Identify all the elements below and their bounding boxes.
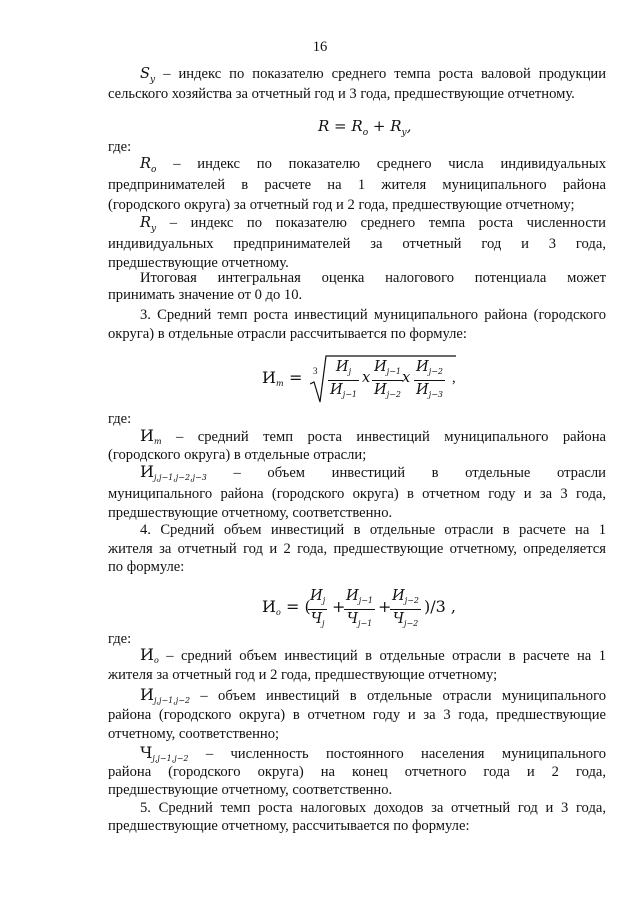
ch-definition-line2: района (городского округа) на конец отчетного года и 2 года,	[108, 764, 606, 780]
ij-symbol: Иj,j−1,j−2,j−3	[140, 462, 207, 482]
fraction-3: $И_{j-2}$ $И_{j-3}$	[416, 358, 444, 399]
formula-io-eq: = (	[286, 597, 311, 616]
formula-it-lhs: Ит	[262, 368, 284, 388]
it-definition-text: – средний темп роста инвестиций муниципального района	[176, 429, 607, 445]
times-2: x	[402, 369, 411, 386]
page-number: 16	[312, 39, 328, 55]
where-label-1: где:	[108, 139, 132, 155]
itog-line1: Итоговая интегральная оценка налогового потенциала может	[140, 270, 606, 286]
ro-definition-line2: предпринимателей в расчете на 1 жителя муниципального района	[108, 177, 606, 193]
ij2-definition-line3: отчетному, соответственно;	[108, 726, 280, 742]
g-fraction-3: $И_{j-2}$ $Ч_{j-2}$	[392, 587, 420, 628]
formula-it-eq: =	[289, 368, 303, 387]
ij-definition-line2: муниципального района (городского округа) в отчетном году и за 3 года,	[108, 486, 606, 502]
p3-line1: 3. Средний темп роста инвестиций муниципального района (городского	[140, 307, 606, 323]
ij-definition-line3: предшествующие отчетному, соответственно.	[108, 505, 393, 521]
formula-io-lhs: Ио	[262, 597, 281, 617]
g-fraction-2: $И_{j-1}$ $Ч_{j-1}$	[346, 587, 374, 628]
g-fraction-1: $И_j$ $Ч_j$	[310, 587, 326, 628]
itog-line2: принимать значение от 0 до 10.	[108, 287, 303, 303]
ry-definition-line3: предшествующие отчетному.	[108, 255, 289, 271]
ch-definition-text: – численность постоянного населения муниципального	[205, 746, 607, 762]
ry-definition-line2: индивидуальных предпринимателей за отчетный год и 3 года,	[108, 236, 606, 252]
sy-definition-text: – индекс по показателю среднего темпа роста валовой продукции	[163, 66, 607, 82]
it-symbol: Ит	[140, 426, 162, 446]
ry-definition-text: – индекс по показателю среднего темпа роста численности	[169, 215, 606, 231]
io-definition-text: – средний объем инвестиций в отдельные отрасли в расчете на 1	[166, 648, 606, 664]
where-label-2: где:	[108, 411, 132, 427]
formula-it-end: ,	[452, 370, 456, 386]
ij2-definition-line2: района (городского округа) в отчетном году и за 3 года, предшествующие	[108, 707, 606, 723]
fraction-2: $И_{j-1}$ $И_{j-2}$	[374, 358, 402, 399]
p4-line1: 4. Средний объем инвестиций в отдельные отрасли в расчете на 1	[140, 522, 606, 538]
ro-symbol: $R_o$	[140, 155, 157, 175]
ch-symbol: Чj,j−1,j−2	[140, 743, 189, 763]
p4-line2: жителя за отчетный год и 2 года, предшествующие отчетному, определяется	[108, 541, 606, 557]
ij-definition-line1	[140, 463, 606, 487]
it-definition-line2: (городского округа) в отдельные отрасли;	[108, 447, 367, 463]
p4-line3: по формуле:	[108, 559, 185, 575]
sy-symbol: $S_у$	[140, 65, 156, 85]
formula-io-end: )/3 ,	[424, 597, 456, 616]
ro-definition-line3: (городского округа) за отчетный год и 2 года, предшествующие отчетному;	[108, 197, 575, 213]
p5-line1: 5. Средний темп роста налоговых доходов за отчетный год и 3 года,	[140, 800, 606, 816]
p3-line2: округа) в отдельные отрасли рассчитывается по формуле:	[108, 326, 467, 342]
io-symbol: Ио	[140, 645, 159, 665]
ij2-symbol: Иj,j−1,j−2	[140, 685, 191, 705]
g-plus-2: +	[378, 597, 392, 616]
ij-definition-text: – объем инвестиций в отдельные отрасли	[233, 465, 606, 481]
sy-definition-line2: сельского хозяйства за отчетный год и 3 года, предшествующие отчетному.	[108, 86, 575, 102]
g-plus-1: +	[332, 597, 346, 616]
formula-r: $R = R_o + R_у$,	[318, 117, 412, 138]
ry-symbol: $R_у$	[140, 214, 157, 234]
fraction-1: $И_j$ $И_{j-1}$	[330, 358, 358, 399]
ch-definition-line3: предшествующие отчетному, соответственно.	[108, 782, 393, 798]
where-label-3: где:	[108, 631, 132, 647]
ij2-definition-text: – объем инвестиций в отдельные отрасли муниципального	[200, 688, 606, 704]
root-index: 3	[313, 366, 318, 376]
ro-definition-text: – индекс по показателю среднего числа индивидуальных	[173, 156, 606, 172]
times-1: x	[362, 369, 371, 386]
io-definition-line2: жителя за отчетный год и 2 года, предшествующие отчетному;	[108, 667, 498, 683]
p5-line2: предшествующие отчетному, рассчитывается по формуле:	[108, 818, 470, 834]
